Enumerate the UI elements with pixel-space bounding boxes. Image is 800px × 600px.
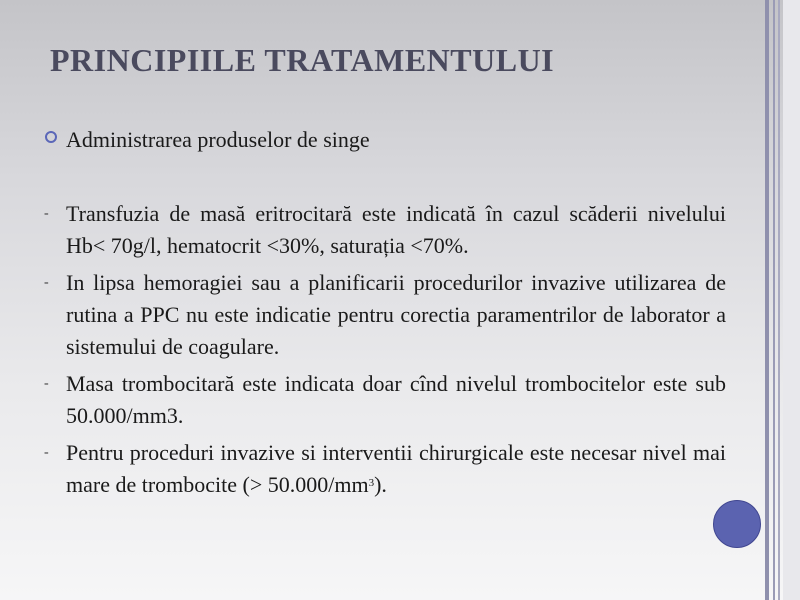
item-text-superscript: 3 [368,477,375,489]
slide-content [44,124,726,506]
dash-bullet: - [44,376,49,391]
decor-stripe [773,0,775,600]
item-text: In lipsa hemoragiei sau a planificarii procedurilor invazive utilizarea de rutina a PPC nu este indicatie pentru corectia paramentrilor de laborator a sistemului de coagulare. [66,270,726,359]
dash-bullet: - [44,445,49,460]
bullet-heading [44,124,726,156]
item-text: Transfuzia de masă eritrocitară este indicată în cazul scăderii nivelului Hb< 70g/l, hematocrit <30%, saturația <70%. [66,201,726,258]
slide-title: PRINCIPIILE TRATAMENTULUI [50,42,555,78]
circle-nav-icon[interactable] [713,500,761,548]
list-item [44,198,726,262]
item-text-end: ). [374,472,387,497]
dash-bullet: - [44,275,49,290]
decor-stripe [783,0,800,600]
decor-stripe [765,0,769,600]
item-text [66,440,726,497]
list-item [44,267,726,363]
ring-bullet-icon [45,131,57,143]
list-item [44,368,726,432]
decor-stripe [778,0,780,600]
item-text: Masa trombocitară este indicata doar cînd nivelul trombocitelor este sub 50.000/mm3. [66,371,726,428]
heading-text: Administrarea produselor de singe [66,127,370,152]
list-item [44,437,726,501]
dash-bullet: - [44,206,49,221]
item-text-main: Pentru proceduri invazive si interventii chirurgicale este necesar nivel mai mare de trombocite (> 50.000/mm [66,440,726,497]
